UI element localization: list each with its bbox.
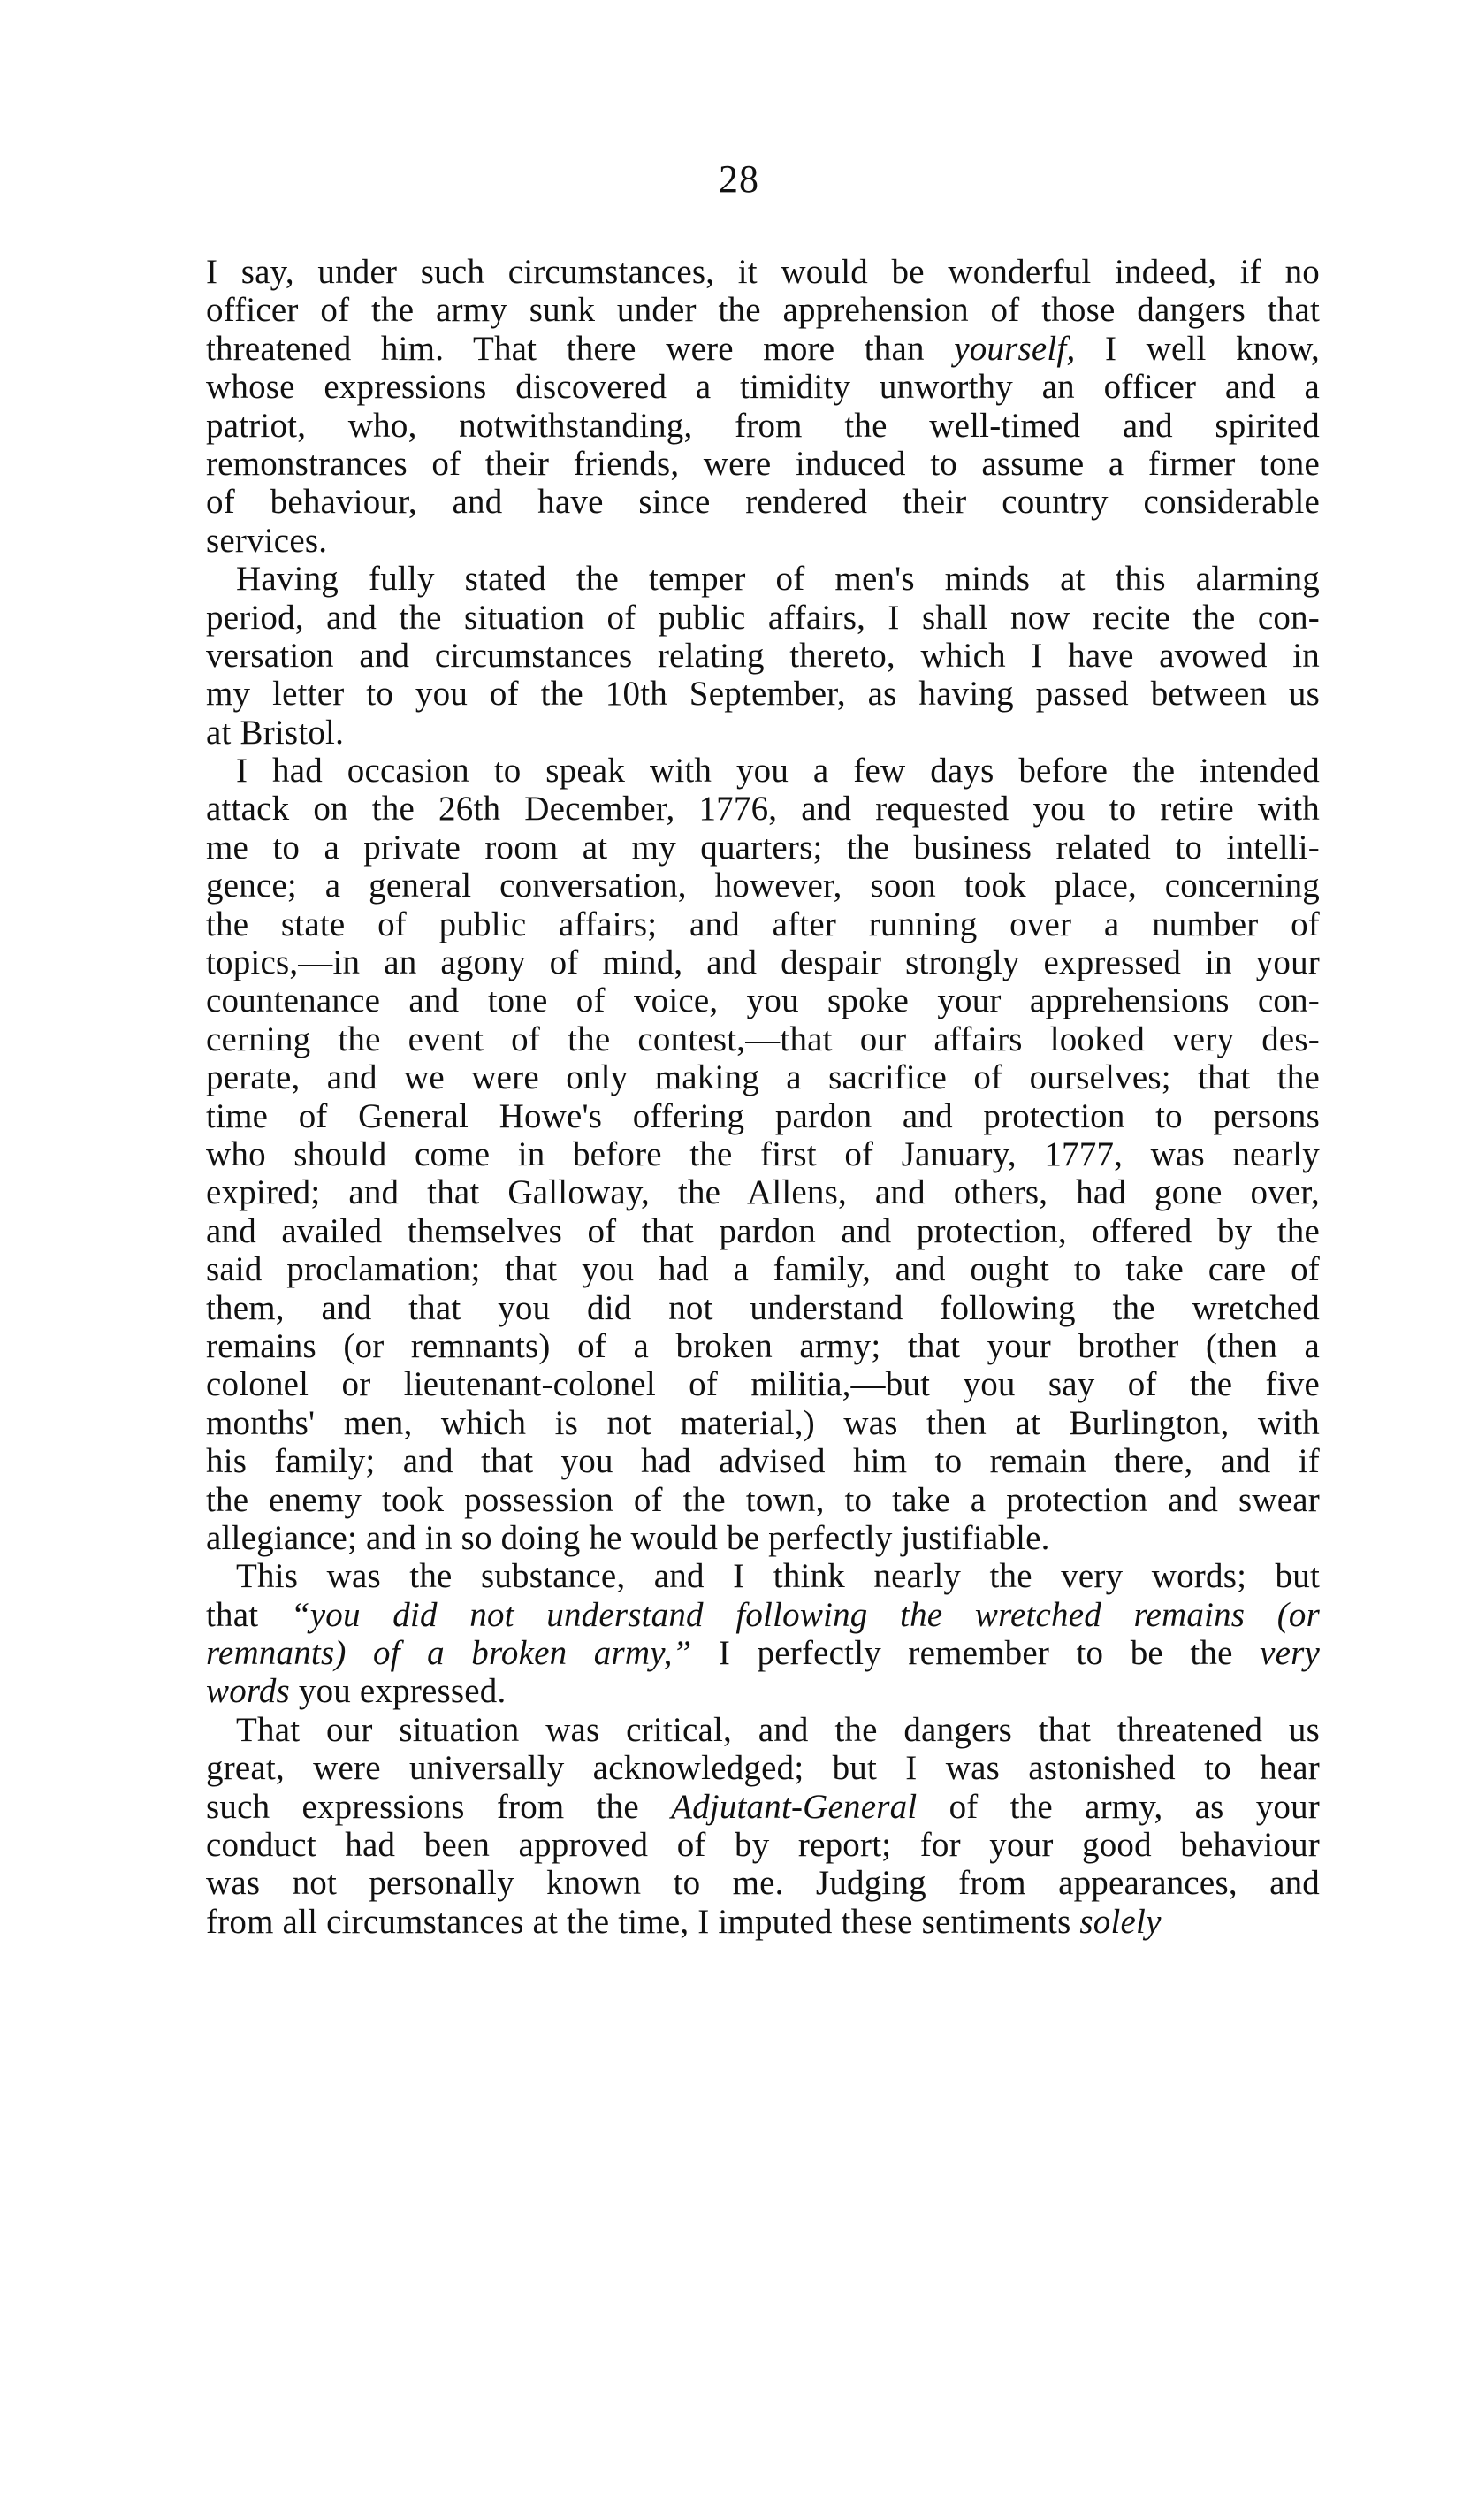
text-line (206, 1020, 1320, 1058)
text-line (206, 790, 1320, 828)
text-run: perate, and we were only making a sacrifice of ourselves; that the (206, 1058, 1320, 1097)
text-line (206, 1826, 1320, 1864)
text-run: whose expressions discovered a timidity unworthy an officer and a (206, 368, 1320, 407)
text-line (206, 253, 1320, 291)
text-run: That our situation was critical, and the dangers that threatened us (236, 1710, 1320, 1749)
text-line (206, 1864, 1320, 1902)
text-line (206, 867, 1320, 905)
paragraph (206, 253, 1320, 560)
italic-text-run: solely (1079, 1902, 1162, 1941)
text-line (206, 1097, 1320, 1135)
text-line (206, 905, 1320, 943)
text-line (206, 368, 1320, 406)
text-line (206, 1596, 1320, 1634)
text-run: expired; and that Galloway, the Allens, and others, had gone over, (206, 1173, 1320, 1212)
text-run: the state of public affairs; and after running over a number of (206, 905, 1320, 943)
text-run: versation and circumstances relating thereto, which I have avowed in (206, 636, 1320, 675)
text-run: them, and that you did not understand following the wretched (206, 1288, 1320, 1327)
text-run: Having fully stated the temper of men's minds at this alarming (236, 560, 1320, 599)
text-run: I well know, (1075, 329, 1320, 368)
text-run: period, and the situation of public affairs, I shall now recite the con- (206, 598, 1320, 637)
text-line (206, 1327, 1320, 1365)
text-run: attack on the 26th December, 1776, and requested you to retire with (206, 790, 1320, 829)
text-line (206, 483, 1320, 521)
text-run: the enemy took possession of the town, to take a protection and swear (206, 1480, 1320, 1519)
text-line (206, 1711, 1320, 1749)
text-run: threatened him. That there were more than (206, 329, 955, 368)
text-run: topics,—in an agony of mind, and despair strongly expressed in your (206, 943, 1320, 982)
italic-text-run: words (206, 1672, 290, 1711)
paragraph (206, 560, 1320, 752)
text-line (206, 599, 1320, 637)
text-line (206, 675, 1320, 713)
text-line (206, 752, 1320, 790)
text-line (206, 1519, 1320, 1557)
text-run: was not personally known to me. Judging from appearances, and (206, 1864, 1320, 1903)
text-line (206, 522, 1320, 560)
text-run: you expressed. (289, 1672, 507, 1711)
text-line (206, 943, 1320, 981)
text-line (206, 330, 1320, 368)
text-run: I perfectly remember to be the (691, 1634, 1261, 1673)
text-line (206, 1289, 1320, 1327)
italic-text-run: very (1260, 1634, 1320, 1673)
text-run: at Bristol. (206, 713, 345, 752)
text-line (206, 1672, 1320, 1710)
text-line (206, 1404, 1320, 1442)
text-line (206, 291, 1320, 329)
text-run: of the army, as your (917, 1787, 1320, 1826)
text-run: of behaviour, and have since rendered their country considerable (206, 483, 1320, 522)
text-line (206, 1250, 1320, 1288)
text-line (206, 1058, 1320, 1096)
text-run: time of General Howe's offering pardon and protection to persons (206, 1096, 1320, 1135)
text-run: conduct had been approved of by report; for your good behaviour (206, 1826, 1320, 1865)
text-line (206, 829, 1320, 867)
page-number: 28 (719, 157, 759, 201)
text-run: I say, under such circumstances, it would be wonderful indeed, if no (206, 253, 1320, 291)
text-line (206, 1557, 1320, 1595)
text-run: This was the substance, and I think nearly the very words; but (236, 1557, 1320, 1596)
text-line (206, 1634, 1320, 1672)
text-run: and availed themselves of that pardon and protection, offered by the (206, 1211, 1320, 1250)
text-run: his family; and that you had advised him to remain there, and if (206, 1442, 1320, 1481)
text-line (206, 560, 1320, 598)
text-line (206, 1173, 1320, 1211)
text-run: patriot, who, notwithstanding, from the well-timed and spirited (206, 406, 1320, 445)
text-line (206, 1365, 1320, 1403)
paragraph (206, 752, 1320, 1557)
text-run: me to a private room at my quarters; the business related to intelli- (206, 828, 1320, 867)
text-run: that (206, 1595, 291, 1634)
text-line (206, 981, 1320, 1019)
text-run: who should come in before the first of January, 1777, was nearly (206, 1134, 1320, 1173)
text-run: services. (206, 521, 328, 560)
text-run: gence; a general conversation, however, soon took place, concerning (206, 867, 1320, 905)
text-line (206, 407, 1320, 445)
text-line (206, 1749, 1320, 1787)
text-line (206, 714, 1320, 752)
body-text (206, 253, 1320, 1941)
text-run: great, were universally acknowledged; but I was astonished to hear (206, 1749, 1320, 1788)
italic-text-run: Adjutant-General (671, 1787, 918, 1826)
text-line (206, 1903, 1320, 1941)
text-run: from all circumstances at the time, I imputed these sentiments (206, 1902, 1080, 1941)
text-line (206, 1481, 1320, 1519)
text-run: my letter to you of the 10th September, as having passed between us (206, 675, 1320, 714)
text-run: cerning the event of the contest,—that our affairs looked very des- (206, 1019, 1320, 1058)
text-run: colonel or lieutenant-colonel of militia,—but you say of the five (206, 1365, 1320, 1404)
text-run: officer of the army sunk under the apprehension of those dangers that (206, 291, 1320, 330)
text-line (206, 1788, 1320, 1826)
text-run: such expressions from the (206, 1787, 672, 1826)
text-run: countenance and tone of voice, you spoke your apprehensions con- (206, 981, 1320, 1020)
text-line (206, 1135, 1320, 1173)
text-run: I had occasion to speak with you a few days before the intended (236, 752, 1320, 790)
text-run: remonstrances of their friends, were induced to assume a firmer tone (206, 444, 1320, 483)
text-line (206, 1212, 1320, 1250)
italic-text-run: “you did not understand following the wretched remains (or (290, 1595, 1320, 1634)
text-run: allegiance; and in so doing he would be perfectly justifiable. (206, 1518, 1050, 1557)
paragraph (206, 1711, 1320, 1941)
italic-text-run: remnants) of a broken army,” (206, 1634, 692, 1673)
italic-text-run: yourself, (954, 329, 1076, 368)
paragraph (206, 1557, 1320, 1711)
text-run: months' men, which is not material,) was then at Burlington, with (206, 1403, 1320, 1442)
text-line (206, 637, 1320, 675)
text-run: remains (or remnants) of a broken army; that your brother (then a (206, 1326, 1320, 1365)
text-line (206, 1442, 1320, 1480)
text-run: said proclamation; that you had a family, and ought to take care of (206, 1250, 1320, 1289)
text-line (206, 445, 1320, 483)
